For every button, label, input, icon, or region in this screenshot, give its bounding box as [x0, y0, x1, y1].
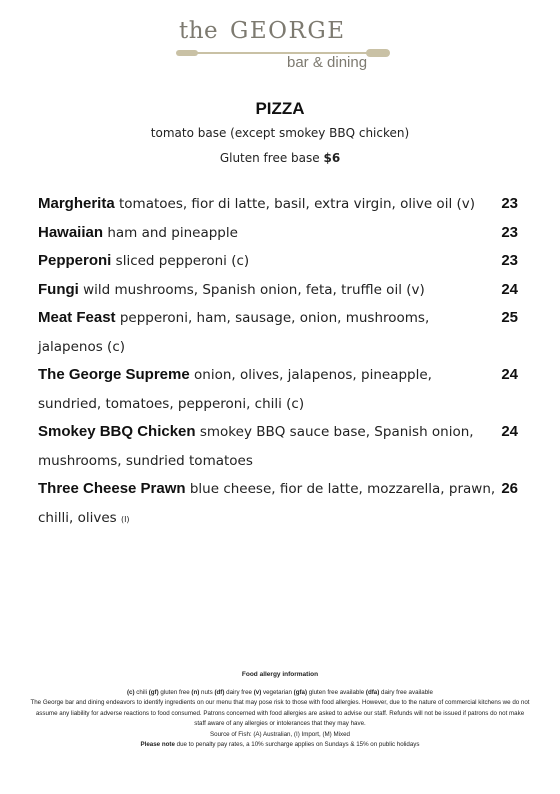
logo-george-text: GEORGE	[230, 18, 346, 44]
item-price: 24	[501, 423, 518, 440]
item-price: 23	[501, 252, 518, 269]
fish-source-tag: (I)	[120, 514, 130, 524]
legend-text: dairy free available	[381, 688, 433, 696]
legend-code: (df)	[214, 688, 225, 696]
legend-text: nuts	[201, 688, 213, 696]
item-name: Smokey BBQ Chicken	[38, 423, 196, 440]
item-name: Three Cheese Prawn	[38, 480, 186, 497]
legend-code: (n)	[191, 688, 200, 696]
item-name: Margherita	[38, 195, 115, 212]
item-name: The George Supreme	[38, 366, 190, 383]
legend-code: (c)	[127, 688, 135, 696]
menu-item	[38, 190, 518, 219]
item-price: 23	[501, 195, 518, 212]
item-price: 23	[501, 223, 518, 241]
legend-code: (v)	[253, 688, 262, 696]
menu-item	[38, 418, 518, 475]
item-description: ham and pineapple	[107, 224, 238, 241]
legend-text: chili	[136, 688, 147, 696]
item-price: 25	[501, 309, 518, 326]
please-note-text: due to penalty pay rates, a 10% surcharge applies on Sundays & 15% on public holidays	[176, 741, 420, 748]
item-name: Meat Feast	[38, 309, 116, 326]
item-description: pepperoni, ham, sausage, onion, mushrooms, jalapenos (c)	[38, 310, 430, 355]
item-price: 24	[501, 366, 518, 383]
fish-source-note: Source of Fish: (A) Australian, (I) Import, (M) Mixed	[210, 730, 350, 738]
gluten-free-note	[0, 151, 560, 165]
legend-code: (gfa)	[293, 688, 308, 696]
menu-item	[38, 276, 518, 305]
surcharge-note	[30, 740, 530, 751]
legend-code: (dfa)	[365, 688, 380, 696]
please-note-label: Please note	[140, 741, 175, 748]
item-description: tomatoes, fior di latte, basil, extra virgin, olive oil (v)	[118, 196, 476, 212]
item-description: wild mushrooms, Spanish onion, feta, truffle oil (v)	[83, 281, 425, 298]
menu-item	[38, 361, 518, 418]
gluten-free-price: $6	[323, 151, 341, 165]
menu-item	[38, 304, 518, 361]
logo-the-text: the	[179, 18, 219, 44]
item-name: Pepperoni	[38, 252, 112, 269]
item-description: sliced pepperoni (c)	[115, 253, 250, 269]
item-description: blue cheese, fior de latte, mozzarella, prawn, chilli, olives	[38, 481, 496, 526]
legend-text: gluten free available	[308, 688, 365, 696]
menu-item	[38, 219, 518, 248]
legend-text: gluten free	[160, 688, 190, 696]
item-description: smokey BBQ sauce base, Spanish onion, mushrooms, sundried tomatoes	[38, 424, 474, 469]
section-title: PIZZA	[255, 99, 305, 118]
allergy-disclaimer: The George bar and dining endeavors to identify ingredients on our menu that may pose risk to those with food allergies. However, due to the nature of commercial kitchens we do not assume any liability for adverse reactions to food consumed. Patrons concerned with food allergies are asked to advise our staff. Refunds will not be issued if patrons do not make staff aware of any allergies or intolerances that they may have.	[30, 699, 530, 727]
item-price: 26	[501, 480, 518, 497]
allergy-legend	[30, 688, 530, 699]
item-name: Hawaiian	[38, 223, 104, 241]
menu-list	[38, 190, 518, 534]
logo-subtitle: bar & dining	[287, 54, 368, 71]
gluten-free-label: Gluten free base	[219, 151, 320, 165]
legend-text: vegetarian	[263, 688, 292, 696]
legend-code: (gf)	[148, 688, 159, 696]
item-price: 24	[501, 280, 518, 298]
section-note: tomato base (except smokey BBQ chicken)	[150, 126, 410, 140]
menu-item	[38, 247, 518, 276]
allergy-footer	[30, 670, 530, 751]
legend-text: dairy free	[226, 688, 252, 696]
menu-item	[38, 475, 518, 534]
allergy-heading: Food allergy information	[241, 671, 319, 678]
logo	[176, 18, 391, 78]
item-description: onion, olives, jalapenos, pineapple, sundried, tomatoes, pepperoni, chili (c)	[38, 367, 432, 412]
item-name: Fungi	[38, 280, 79, 298]
